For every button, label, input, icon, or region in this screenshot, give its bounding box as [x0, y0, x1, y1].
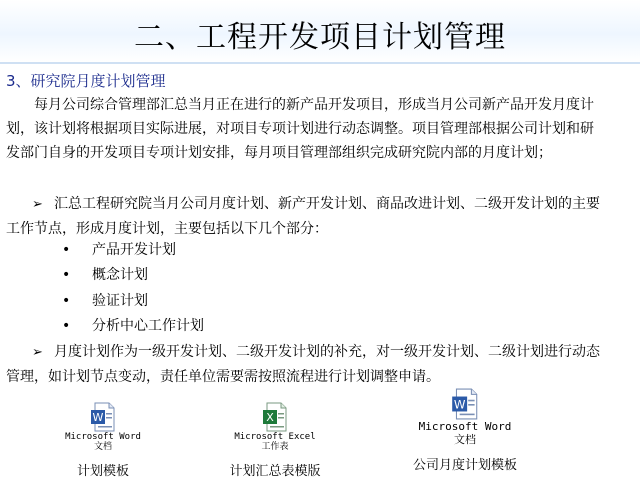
bullet-supplement-text: 月度计划作为一级开发计划、二级开发计划的补充，对一级开发计划、二级计划进行动态管理，如计划节点变动，责任单位需要需按照流程进行计划调整申请。	[6, 344, 600, 385]
title-divider	[0, 62, 640, 64]
list-item	[62, 265, 148, 285]
dot-bullet-icon: •	[62, 242, 71, 258]
word-doc-icon	[451, 388, 479, 420]
attachment-summary-sheet[interactable]	[220, 402, 330, 479]
attachment-app-name: Microsoft Excel	[234, 432, 316, 442]
dot-bullet-icon: •	[62, 267, 71, 283]
attachment-kind: 文档	[454, 433, 476, 446]
list-item	[62, 316, 204, 336]
intro-paragraph: 每月公司综合管理部汇总当月正在进行的新产品开发项目，形成当月公司新产品开发月度计划，该计划将根据项目实际进展，对项目专项计划进行动态调整。项目管理部根据公司计划和研发部门自身的开发项目专项计划安排，每月项目管理部组织完成研究院内部的月度计划；	[6, 97, 594, 161]
list-item	[62, 291, 148, 311]
word-doc-icon	[90, 402, 116, 432]
attachment-caption: 计划模板	[76, 464, 129, 479]
attachment-caption: 计划汇总表模版	[229, 464, 321, 479]
excel-sheet-icon	[262, 402, 288, 432]
bullet-supplement	[6, 340, 606, 389]
bullet-summary-text: 汇总工程研究院当月公司月度计划、新产开发计划、商品改进计划、二级开发计划的主要工作节点，形成月度计划，主要包括以下几个部分：	[6, 196, 600, 237]
attachment-plan-template[interactable]	[48, 402, 158, 479]
svg-text:W: W	[453, 397, 466, 412]
list-item	[62, 240, 176, 260]
section-heading: 3、研究院月度计划管理	[6, 72, 166, 90]
attachment-app-name: Microsoft Word	[418, 420, 512, 433]
dot-bullet-icon: •	[62, 293, 71, 309]
attachment-kind: 工作表	[261, 442, 289, 452]
attachment-caption: 公司月度计划模板	[412, 458, 517, 473]
slide-title: 二、工程开发项目计划管理	[134, 20, 506, 55]
bullet-summary	[6, 192, 606, 241]
svg-text:X: X	[266, 411, 274, 424]
arrow-bullet-icon: ➢	[32, 345, 43, 360]
list-item-text: 分析中心工作计划	[92, 318, 204, 334]
dot-bullet-icon: •	[62, 318, 71, 334]
arrow-bullet-icon: ➢	[32, 197, 43, 212]
list-item-text: 产品开发计划	[92, 242, 176, 258]
svg-text:W: W	[92, 411, 104, 424]
list-item-text: 概念计划	[92, 267, 148, 283]
attachment-app-name: Microsoft Word	[65, 432, 141, 442]
list-item-text: 验证计划	[92, 293, 148, 309]
attachment-kind: 文档	[93, 442, 112, 452]
attachment-monthly-plan-template[interactable]	[400, 388, 530, 473]
